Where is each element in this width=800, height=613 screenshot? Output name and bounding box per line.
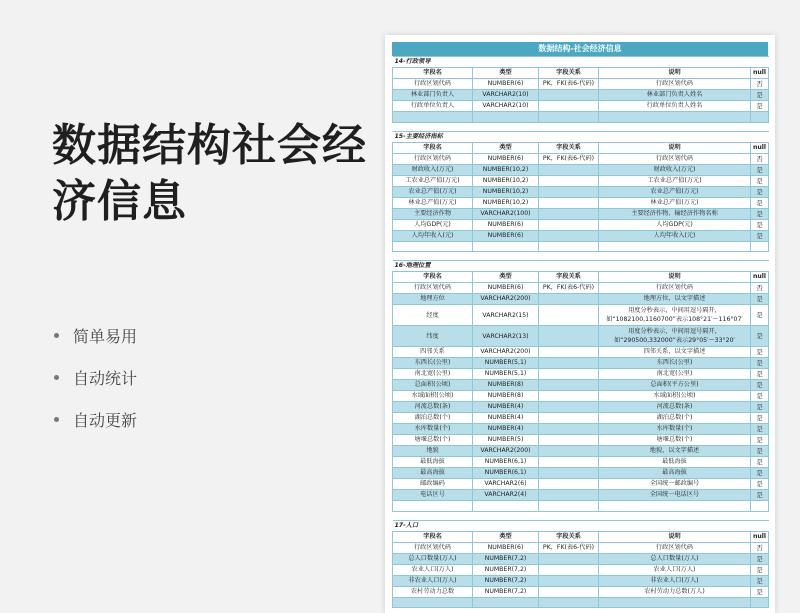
null-cell: 是 <box>751 586 769 597</box>
relation-cell <box>539 197 599 208</box>
null-cell: 是 <box>751 358 769 369</box>
null-cell: 是 <box>751 208 769 219</box>
description-cell: 四邻关系，以文字描述 <box>599 347 751 358</box>
table-row <box>393 542 769 553</box>
relation-cell <box>539 457 599 468</box>
field-name-cell: 东西长(公里) <box>393 358 473 369</box>
description-cell: 农业人口(万人) <box>599 564 751 575</box>
null-cell: 是 <box>751 457 769 468</box>
description-cell: 最高海拔 <box>599 468 751 479</box>
table-row <box>393 380 769 391</box>
table-row <box>393 186 769 197</box>
relation-cell <box>539 369 599 380</box>
description-cell: 行政区划代码 <box>599 542 751 553</box>
description-cell: 最低海拔 <box>599 457 751 468</box>
relation-cell <box>539 424 599 435</box>
type-cell: VARCHAR2(100) <box>473 208 539 219</box>
relation-cell <box>539 101 599 112</box>
field-name-cell: 最高海拔 <box>393 468 473 479</box>
type-cell: VARCHAR2(10) <box>473 101 539 112</box>
table-row <box>393 347 769 358</box>
field-name-cell: 最低海拔 <box>393 457 473 468</box>
table-row <box>393 553 769 564</box>
column-header: 字段关系 <box>539 272 599 283</box>
feature-list <box>54 314 137 440</box>
null-cell: 是 <box>751 305 769 326</box>
table-row <box>393 305 769 326</box>
description-cell: 林业部门负责人姓名 <box>599 90 751 101</box>
description-cell: 河流总数(条) <box>599 402 751 413</box>
field-name-cell: 总面积(公顷) <box>393 380 473 391</box>
description-cell: 农业总产值(万元) <box>599 186 751 197</box>
table-row <box>393 564 769 575</box>
relation-cell: PK，FK(表6-代码) <box>539 79 599 90</box>
description-cell: 非农业人口(万人) <box>599 575 751 586</box>
table-row <box>393 153 769 164</box>
feature-item <box>54 398 137 440</box>
blank-cell <box>393 597 473 608</box>
description-cell: 全国统一邮政编号 <box>599 479 751 490</box>
column-header: 说明 <box>599 142 751 153</box>
null-cell: 是 <box>751 479 769 490</box>
description-cell: 用度分秒表示，中间用逗号隔开，如“290500,332000”表示29°05′～33°20′ <box>599 326 751 347</box>
blank-cell <box>393 501 473 512</box>
blank-cell <box>473 241 539 252</box>
null-cell: 是 <box>751 369 769 380</box>
table-row <box>393 208 769 219</box>
null-cell: 是 <box>751 101 769 112</box>
null-cell: 是 <box>751 490 769 501</box>
field-name-cell: 农业总产值(万元) <box>393 186 473 197</box>
column-header: 说明 <box>599 68 751 79</box>
column-header-row <box>393 68 769 79</box>
null-cell: 否 <box>751 542 769 553</box>
description-cell: 财政收入(万元) <box>599 164 751 175</box>
relation-cell <box>539 564 599 575</box>
field-name-cell: 湖泊总数(个) <box>393 413 473 424</box>
null-cell: 是 <box>751 164 769 175</box>
section-header-row <box>393 261 769 272</box>
null-cell: 是 <box>751 446 769 457</box>
column-header: 字段名 <box>393 272 473 283</box>
relation-cell <box>539 479 599 490</box>
field-name-cell: 非农业人口(万人) <box>393 575 473 586</box>
section-title: 16-地理位置 <box>393 261 769 272</box>
relation-cell <box>539 413 599 424</box>
column-header-row <box>393 531 769 542</box>
spacer-row <box>393 252 769 261</box>
table-row <box>393 164 769 175</box>
null-cell: 否 <box>751 79 769 90</box>
field-name-cell: 行政区划代码 <box>393 79 473 90</box>
field-name-cell: 地貌 <box>393 446 473 457</box>
null-cell: 是 <box>751 391 769 402</box>
field-name-cell: 行政区划代码 <box>393 283 473 294</box>
description-cell: 主要经济作物、输经济作物名称 <box>599 208 751 219</box>
relation-cell: PK，FK(表6-代码) <box>539 542 599 553</box>
blank-row <box>393 112 769 123</box>
blank-cell <box>473 597 539 608</box>
type-cell: NUMBER(6,1) <box>473 468 539 479</box>
spacer-row <box>393 511 769 520</box>
column-header: 字段名 <box>393 142 473 153</box>
relation-cell <box>539 468 599 479</box>
relation-cell <box>539 219 599 230</box>
null-cell: 是 <box>751 326 769 347</box>
column-header: 说明 <box>599 531 751 542</box>
table-row <box>393 424 769 435</box>
blank-cell <box>473 112 539 123</box>
feature-label: 自动更新 <box>73 410 138 430</box>
blank-row <box>393 597 769 608</box>
table-row <box>393 90 769 101</box>
field-name-cell: 行政区划代码 <box>393 542 473 553</box>
field-name-cell: 农业人口(万人) <box>393 564 473 575</box>
null-cell: 是 <box>751 230 769 241</box>
column-header: 类型 <box>473 272 539 283</box>
description-cell: 地理方位，以文字描述 <box>599 294 751 305</box>
type-cell: NUMBER(4) <box>473 424 539 435</box>
column-header: null <box>751 68 769 79</box>
type-cell: VARCHAR2(200) <box>473 347 539 358</box>
field-name-cell: 林业部门负责人 <box>393 90 473 101</box>
blank-cell <box>539 501 599 512</box>
blank-cell <box>751 112 769 123</box>
type-cell: NUMBER(6) <box>473 219 539 230</box>
column-header: 说明 <box>599 272 751 283</box>
type-cell: NUMBER(5,1) <box>473 369 539 380</box>
feature-item <box>54 356 137 398</box>
relation-cell <box>539 90 599 101</box>
blank-cell <box>599 241 751 252</box>
column-header: 类型 <box>473 68 539 79</box>
table-row <box>393 457 769 468</box>
type-cell: VARCHAR2(13) <box>473 326 539 347</box>
table-row <box>393 219 769 230</box>
relation-cell <box>539 208 599 219</box>
table-row <box>393 468 769 479</box>
table-row <box>393 79 769 90</box>
field-name-cell: 工农业总产值(万元) <box>393 175 473 186</box>
spacer-cell <box>393 511 769 520</box>
type-cell: NUMBER(7,2) <box>473 575 539 586</box>
page-title: 数据结构社会经济信息 <box>52 120 367 227</box>
spacer-row <box>393 122 769 131</box>
field-name-cell: 主要经济作物 <box>393 208 473 219</box>
description-cell: 行政区划代码 <box>599 153 751 164</box>
type-cell: NUMBER(6) <box>473 153 539 164</box>
null-cell: 是 <box>751 90 769 101</box>
field-name-cell: 行政区划代码 <box>393 153 473 164</box>
field-name-cell: 经度 <box>393 305 473 326</box>
table-row <box>393 101 769 112</box>
description-cell: 人均GDP(元) <box>599 219 751 230</box>
description-cell: 农村劳动力总数(万人) <box>599 586 751 597</box>
section-title: 14-行政领导 <box>393 57 769 68</box>
blank-row <box>393 501 769 512</box>
null-cell: 是 <box>751 175 769 186</box>
blank-cell <box>751 597 769 608</box>
description-cell: 塘堰总数(个) <box>599 435 751 446</box>
section-header-row <box>393 131 769 142</box>
type-cell: NUMBER(4) <box>473 413 539 424</box>
relation-cell <box>539 553 599 564</box>
blank-cell <box>599 501 751 512</box>
section-title: 17-人口 <box>393 520 769 531</box>
type-cell: VARCHAR2(200) <box>473 446 539 457</box>
blank-cell <box>473 501 539 512</box>
spreadsheet-preview <box>385 35 775 613</box>
blank-cell <box>751 241 769 252</box>
table-row <box>393 586 769 597</box>
type-cell: NUMBER(5) <box>473 435 539 446</box>
description-cell: 总人口数量(万人) <box>599 553 751 564</box>
relation-cell <box>539 305 599 326</box>
column-header: 类型 <box>473 531 539 542</box>
field-name-cell: 人均GDP(元) <box>393 219 473 230</box>
type-cell: NUMBER(8) <box>473 391 539 402</box>
field-name-cell: 财政收入(万元) <box>393 164 473 175</box>
relation-cell <box>539 230 599 241</box>
relation-cell <box>539 435 599 446</box>
table-row <box>393 391 769 402</box>
null-cell: 是 <box>751 294 769 305</box>
field-name-cell: 南北宽(公里) <box>393 369 473 380</box>
table-row <box>393 435 769 446</box>
null-cell: 是 <box>751 575 769 586</box>
null-cell: 否 <box>751 153 769 164</box>
field-name-cell: 塘堰总数(个) <box>393 435 473 446</box>
type-cell: NUMBER(10,2) <box>473 197 539 208</box>
null-cell: 是 <box>751 564 769 575</box>
table-row <box>393 175 769 186</box>
table-row <box>393 197 769 208</box>
column-header: 字段名 <box>393 531 473 542</box>
feature-item <box>54 314 137 356</box>
column-header-row <box>393 142 769 153</box>
relation-cell <box>539 326 599 347</box>
section-header-row <box>393 520 769 531</box>
spacer-cell <box>393 252 769 261</box>
field-name-cell: 四邻关系 <box>393 347 473 358</box>
description-cell: 林业总产值(万元) <box>599 197 751 208</box>
relation-cell: PK，FK(表6-代码) <box>539 153 599 164</box>
description-cell: 人均年收入(元) <box>599 230 751 241</box>
spacer-cell <box>393 122 769 131</box>
type-cell: VARCHAR2(4) <box>473 490 539 501</box>
description-cell: 全国统一电话区号 <box>599 490 751 501</box>
type-cell: NUMBER(10,2) <box>473 175 539 186</box>
feature-label: 简单易用 <box>73 326 138 346</box>
field-name-cell: 行政单位负责人 <box>393 101 473 112</box>
type-cell: NUMBER(10,2) <box>473 186 539 197</box>
relation-cell <box>539 446 599 457</box>
type-cell: NUMBER(7,2) <box>473 586 539 597</box>
null-cell: 是 <box>751 435 769 446</box>
spacer-cell <box>393 608 769 613</box>
blank-cell <box>393 241 473 252</box>
null-cell: 是 <box>751 186 769 197</box>
null-cell: 是 <box>751 219 769 230</box>
table-row <box>393 283 769 294</box>
null-cell: 是 <box>751 468 769 479</box>
null-cell: 是 <box>751 424 769 435</box>
field-name-cell: 地理方位 <box>393 294 473 305</box>
blank-cell <box>539 597 599 608</box>
table-row <box>393 358 769 369</box>
type-cell: NUMBER(6) <box>473 230 539 241</box>
table-row <box>393 326 769 347</box>
field-name-cell: 邮政编码 <box>393 479 473 490</box>
bullet-icon <box>54 417 59 422</box>
field-name-cell: 水库数量(个) <box>393 424 473 435</box>
description-cell: 总面积(平方公里) <box>599 380 751 391</box>
description-cell: 水域面积(公顷) <box>599 391 751 402</box>
column-header: null <box>751 531 769 542</box>
blank-cell <box>393 112 473 123</box>
column-header-row <box>393 272 769 283</box>
table-row <box>393 413 769 424</box>
table-row <box>393 490 769 501</box>
bullet-icon <box>54 375 59 380</box>
type-cell: NUMBER(6) <box>473 283 539 294</box>
relation-cell <box>539 186 599 197</box>
column-header: null <box>751 272 769 283</box>
type-cell: NUMBER(6) <box>473 542 539 553</box>
section-header-row <box>393 57 769 68</box>
feature-label: 自动统计 <box>73 368 138 388</box>
column-header: null <box>751 142 769 153</box>
description-cell: 行政单位负责人姓名 <box>599 101 751 112</box>
table-row <box>393 446 769 457</box>
field-name-cell: 纬度 <box>393 326 473 347</box>
description-cell: 行政区划代码 <box>599 79 751 90</box>
type-cell: NUMBER(4) <box>473 402 539 413</box>
type-cell: VARCHAR2(10) <box>473 90 539 101</box>
relation-cell <box>539 402 599 413</box>
bullet-icon <box>54 333 59 338</box>
relation-cell <box>539 294 599 305</box>
column-header: 字段关系 <box>539 142 599 153</box>
table-row <box>393 230 769 241</box>
table-row <box>393 402 769 413</box>
type-cell: NUMBER(7,2) <box>473 564 539 575</box>
relation-cell <box>539 575 599 586</box>
null-cell: 是 <box>751 402 769 413</box>
column-header: 字段名 <box>393 68 473 79</box>
null-cell: 否 <box>751 283 769 294</box>
relation-cell <box>539 586 599 597</box>
data-structure-table <box>392 56 769 613</box>
column-header: 字段关系 <box>539 531 599 542</box>
spacer-row <box>393 608 769 613</box>
blank-cell <box>539 112 599 123</box>
description-cell: 南北宽(公里) <box>599 369 751 380</box>
relation-cell: PK，FK(表6-代码) <box>539 283 599 294</box>
description-cell: 工农业总产值(万元) <box>599 175 751 186</box>
field-name-cell: 人均年收入(元) <box>393 230 473 241</box>
description-cell: 湖泊总数(个) <box>599 413 751 424</box>
type-cell: NUMBER(6) <box>473 79 539 90</box>
blank-row <box>393 241 769 252</box>
blank-cell <box>751 501 769 512</box>
description-cell: 水库数量(个) <box>599 424 751 435</box>
column-header: 字段关系 <box>539 68 599 79</box>
field-name-cell: 林业总产值(万元) <box>393 197 473 208</box>
relation-cell <box>539 490 599 501</box>
field-name-cell: 河流总数(条) <box>393 402 473 413</box>
description-cell: 行政区划代码 <box>599 283 751 294</box>
field-name-cell: 电话区号 <box>393 490 473 501</box>
null-cell: 是 <box>751 197 769 208</box>
null-cell: 是 <box>751 380 769 391</box>
table-row <box>393 294 769 305</box>
table-row <box>393 575 769 586</box>
blank-cell <box>599 597 751 608</box>
type-cell: NUMBER(7,2) <box>473 553 539 564</box>
type-cell: NUMBER(6,1) <box>473 457 539 468</box>
description-cell: 地貌，以文字描述 <box>599 446 751 457</box>
blank-cell <box>599 112 751 123</box>
null-cell: 是 <box>751 413 769 424</box>
field-name-cell: 水域面积(公顷) <box>393 391 473 402</box>
column-header: 类型 <box>473 142 539 153</box>
sheet-title: 数据结构-社会经济信息 <box>392 42 768 56</box>
relation-cell <box>539 380 599 391</box>
null-cell: 是 <box>751 347 769 358</box>
relation-cell <box>539 347 599 358</box>
field-name-cell: 总人口数量(万人) <box>393 553 473 564</box>
relation-cell <box>539 358 599 369</box>
type-cell: VARCHAR2(15) <box>473 305 539 326</box>
blank-cell <box>539 241 599 252</box>
section-title: 15-主要经济指标 <box>393 131 769 142</box>
table-row <box>393 369 769 380</box>
null-cell: 是 <box>751 553 769 564</box>
relation-cell <box>539 164 599 175</box>
description-cell: 用度分秒表示，中间用逗号隔开，如“1082100,1160700”表示108°21′～116°07′ <box>599 305 751 326</box>
relation-cell <box>539 175 599 186</box>
type-cell: NUMBER(10,2) <box>473 164 539 175</box>
type-cell: VARCHAR2(200) <box>473 294 539 305</box>
type-cell: VARCHAR2(6) <box>473 479 539 490</box>
relation-cell <box>539 391 599 402</box>
description-cell: 东西长(公里) <box>599 358 751 369</box>
type-cell: NUMBER(5,1) <box>473 358 539 369</box>
table-row <box>393 479 769 490</box>
type-cell: NUMBER(8) <box>473 380 539 391</box>
field-name-cell: 农村劳动力总数 <box>393 586 473 597</box>
